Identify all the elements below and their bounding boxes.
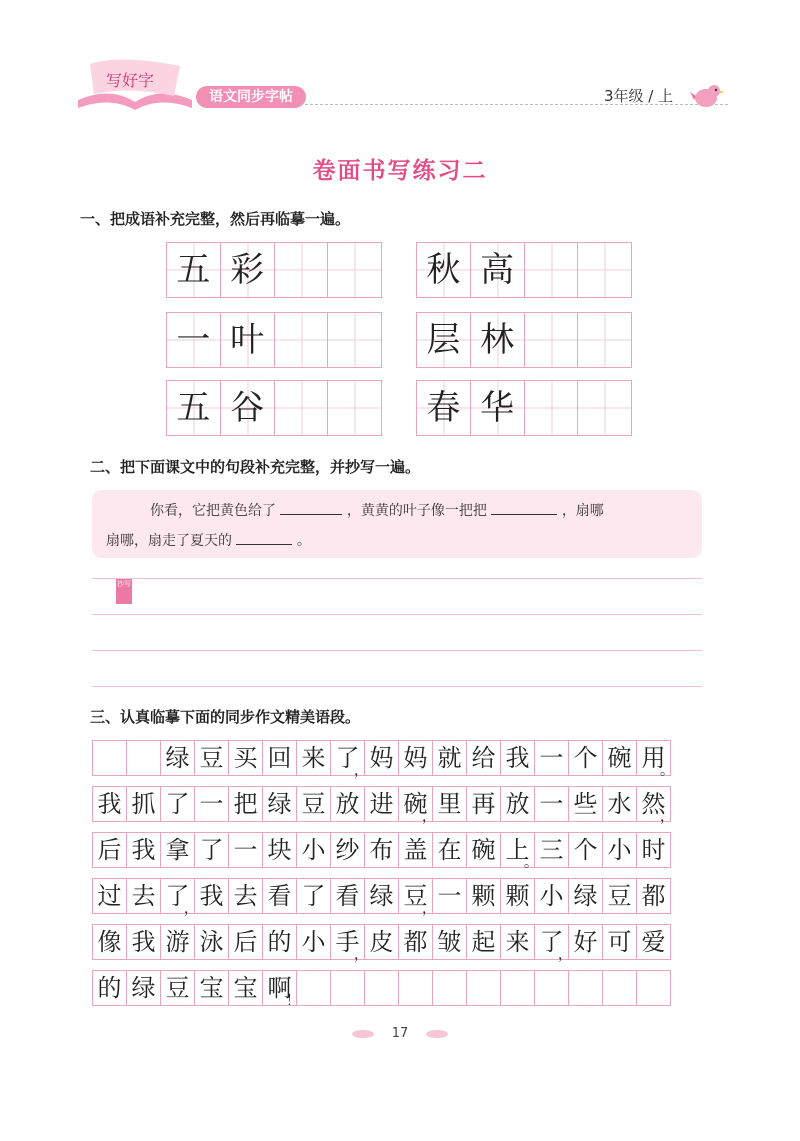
punctuation-mark: ，: [422, 901, 436, 917]
idiom-grid-1: [166, 242, 382, 298]
grid-cell: [602, 878, 636, 914]
grid-cell: [534, 924, 572, 963]
grid-row: [92, 924, 671, 963]
grid-cell: [364, 740, 398, 776]
grid-cell: [568, 740, 602, 776]
cell-char: 然: [641, 790, 666, 818]
cell-char: 个: [573, 744, 598, 772]
cell-char: 布: [369, 836, 394, 864]
grid-cell: [92, 832, 126, 868]
grid-cell: [296, 786, 330, 822]
grid-cell: [568, 786, 602, 822]
grid-cell: [194, 878, 228, 914]
cell-char: 啊: [267, 974, 292, 1002]
grid-cell[interactable]: [364, 970, 398, 1006]
cell-char: 一: [539, 744, 564, 772]
punctuation-mark: ，: [354, 763, 368, 779]
cell-char: 来: [301, 744, 326, 772]
grid-cell: [364, 786, 398, 822]
grid-cell: [432, 740, 466, 776]
cell-char: 小: [607, 836, 632, 864]
cell-char: 皱: [437, 928, 462, 956]
cell-char: 再: [471, 790, 496, 818]
passage-text: ，黄黄的叶子像一把把: [346, 503, 487, 519]
grid-cell: [466, 924, 500, 960]
grid-cell: [602, 740, 636, 776]
grid-cell[interactable]: [524, 312, 579, 368]
grid-cell: [500, 924, 534, 960]
cell-char: 进: [369, 790, 394, 818]
grid-cell: [432, 924, 466, 960]
page-number: 17: [391, 1026, 409, 1041]
grid-cell: [500, 832, 538, 871]
cell-char: 豆: [301, 790, 326, 818]
grid-cell[interactable]: [327, 312, 382, 368]
grid-cell: [126, 924, 160, 960]
idiom-grid-4: [416, 312, 632, 368]
cell-char: 颗: [505, 882, 530, 910]
cell-char: 了: [539, 928, 564, 956]
grid-cell: [330, 832, 364, 868]
idiom-grid-6: [416, 380, 632, 436]
grid-cell: [602, 832, 636, 868]
punctuation-mark: ，: [184, 901, 198, 917]
passage-text: 。: [296, 533, 311, 549]
grid-cell: [432, 786, 466, 822]
cell-char: 我: [131, 928, 156, 956]
copy-tag: 抄写: [116, 578, 132, 604]
grid-cell: [262, 970, 300, 1009]
grid-cell: [160, 878, 198, 917]
cell-char: 绿: [165, 744, 190, 772]
cell-char: 后: [97, 836, 122, 864]
grid-cell: [126, 970, 160, 1006]
cell-char: 碗: [471, 836, 496, 864]
grid-cell[interactable]: [524, 242, 579, 298]
logo-text: 写好字: [106, 71, 155, 90]
cell-char: 宝: [233, 974, 258, 1002]
cell-char: 一: [539, 790, 564, 818]
grid-cell: [466, 832, 500, 868]
grid-row: [92, 740, 674, 779]
grid-cell: [602, 786, 636, 822]
grid-cell[interactable]: [92, 740, 126, 776]
cell-char: 绿: [369, 882, 394, 910]
brand-label: 语文同步字帖: [196, 86, 306, 108]
cell-char: 可: [607, 928, 632, 956]
cell-char: 给: [471, 744, 496, 772]
grid-cell[interactable]: [330, 970, 364, 1006]
grid-cell: [92, 786, 126, 822]
grid-cell: 五: [166, 380, 221, 436]
grid-cell: 高: [470, 242, 525, 298]
idiom-grid-2: [416, 242, 632, 298]
cell-char: 纱: [335, 836, 360, 864]
grid-cell: [194, 924, 228, 960]
cell-char: 好: [573, 928, 598, 956]
grid-cell: 秋: [416, 242, 471, 298]
grid-row: [92, 832, 671, 871]
grid-cell[interactable]: [636, 970, 671, 1006]
cell-char: 碗: [403, 790, 428, 818]
cell-char: 手: [335, 928, 360, 956]
cell-char: 看: [267, 882, 292, 910]
grid-cell: 一: [166, 312, 221, 368]
grid-cell: [398, 740, 432, 776]
cell-char: 一: [199, 790, 224, 818]
grid-cell[interactable]: [524, 380, 579, 436]
grid-cell: [228, 740, 262, 776]
grid-cell: [534, 878, 568, 914]
cell-char: 盖: [403, 836, 428, 864]
passage-text: ，扇哪: [561, 503, 604, 519]
cell-char: 水: [607, 790, 632, 818]
grid-cell: [126, 878, 160, 914]
grid-cell: [432, 832, 466, 868]
grid-cell: [228, 924, 262, 960]
cell-char: 皮: [369, 928, 394, 956]
passage-box: [92, 490, 702, 558]
cell-char: 就: [437, 744, 462, 772]
grid-cell: [228, 878, 262, 914]
grid-cell: [126, 832, 160, 868]
cell-char: 一: [233, 836, 258, 864]
grid-cell: 层: [416, 312, 471, 368]
grid-cell: [92, 878, 126, 914]
cell-char: 小: [301, 836, 326, 864]
grid-cell: [194, 832, 228, 868]
grid-cell[interactable]: [327, 242, 382, 298]
grid-cell: [534, 832, 568, 868]
grid-cell: [194, 970, 228, 1006]
grid-cell: [636, 786, 674, 825]
grid-cell: [466, 740, 500, 776]
grid-cell: [262, 878, 296, 914]
grid-cell: [398, 924, 432, 960]
grid-cell: [330, 878, 364, 914]
grid-cell: 林: [470, 312, 525, 368]
grid-cell: [262, 924, 296, 960]
section1-heading: 一、把成语补充完整，然后再临摹一遍。: [80, 210, 351, 228]
grid-cell: [160, 832, 194, 868]
grid-cell[interactable]: [577, 242, 632, 298]
grid-cell: 叶: [220, 312, 275, 368]
cell-char: 都: [403, 928, 428, 956]
cell-char: 拿: [165, 836, 190, 864]
writing-line[interactable]: [92, 686, 702, 687]
grid-cell: 谷: [220, 380, 275, 436]
cell-char: 绿: [573, 882, 598, 910]
grid-cell[interactable]: [534, 970, 568, 1006]
grid-cell[interactable]: [274, 312, 329, 368]
cell-char: 上: [505, 836, 530, 864]
cell-char: 我: [505, 744, 530, 772]
cell-char: 豆: [403, 882, 428, 910]
cell-char: 小: [301, 928, 326, 956]
grid-cell[interactable]: [577, 312, 632, 368]
punctuation-mark: 。: [660, 763, 674, 779]
cell-char: 像: [97, 928, 122, 956]
fill-blank[interactable]: [236, 528, 292, 545]
cell-char: 去: [131, 882, 156, 910]
fill-blank[interactable]: [491, 498, 557, 515]
grid-cell: [636, 832, 671, 868]
grid-cell: [636, 924, 671, 960]
cell-char: 了: [165, 882, 190, 910]
cell-char: 我: [97, 790, 122, 818]
cell-char: 块: [267, 836, 292, 864]
grid-cell[interactable]: [126, 740, 160, 776]
idiom-grid-3: [166, 312, 382, 368]
grid-cell: [364, 878, 398, 914]
grid-cell: 华: [470, 380, 525, 436]
punctuation-mark: ，: [422, 809, 436, 825]
cell-char: 绿: [131, 974, 156, 1002]
grid-cell: [296, 832, 330, 868]
grid-cell[interactable]: [274, 380, 329, 436]
grid-cell: 春: [416, 380, 471, 436]
cell-char: 颗: [471, 882, 496, 910]
writing-line[interactable]: [92, 614, 702, 615]
cell-char: 了: [199, 836, 224, 864]
cell-char: 的: [267, 928, 292, 956]
grid-cell: [534, 740, 568, 776]
grid-cell: [636, 878, 671, 914]
cell-char: 起: [471, 928, 496, 956]
grid-cell: [398, 878, 436, 917]
grid-cell: [568, 924, 602, 960]
cell-char: 游: [165, 928, 190, 956]
grid-cell: [398, 786, 436, 825]
grid-cell: [330, 740, 368, 779]
cell-char: 豆: [607, 882, 632, 910]
section2-heading: 二、把下面课文中的句段补充完整，并抄写一遍。: [90, 458, 421, 476]
cell-char: 我: [199, 882, 224, 910]
grid-cell: [194, 786, 228, 822]
grid-cell: [364, 832, 398, 868]
grid-cell: [92, 924, 126, 960]
grid-cell[interactable]: [568, 970, 602, 1006]
writing-line[interactable]: [92, 578, 702, 579]
grid-cell[interactable]: [274, 242, 329, 298]
cell-char: 妈: [369, 744, 394, 772]
book-logo-icon: [70, 50, 200, 112]
cell-char: 绿: [267, 790, 292, 818]
grid-cell[interactable]: [500, 970, 534, 1006]
punctuation-mark: ，: [558, 947, 572, 963]
cell-char: 放: [505, 790, 530, 818]
cell-char: 都: [641, 882, 666, 910]
grid-cell: [160, 786, 194, 822]
grid-cell: [126, 786, 160, 822]
grid-cell: [194, 740, 228, 776]
cell-char: 些: [573, 790, 598, 818]
cell-char: 去: [233, 882, 258, 910]
grid-cell: [500, 786, 534, 822]
cell-char: 碗: [607, 744, 632, 772]
cell-char: 看: [335, 882, 360, 910]
cell-char: 时: [641, 836, 666, 864]
grid-cell: [636, 740, 674, 779]
idiom-grid-5: [166, 380, 382, 436]
cell-char: 回: [267, 744, 292, 772]
grid-cell: [568, 832, 602, 868]
passage-text: 扇哪，扇走了夏天的: [106, 533, 232, 549]
grade-label: 3年级 / 上: [604, 87, 674, 105]
grid-cell[interactable]: [398, 970, 432, 1006]
grid-cell: [398, 832, 432, 868]
fill-blank[interactable]: [280, 498, 342, 515]
grid-cell: [296, 740, 330, 776]
cell-char: 了: [301, 882, 326, 910]
cell-char: 爱: [641, 928, 666, 956]
cell-char: 后: [233, 928, 258, 956]
grid-cell: [92, 970, 126, 1006]
cell-char: 妈: [403, 744, 428, 772]
grid-cell[interactable]: [577, 380, 632, 436]
cell-char: 用: [641, 744, 666, 772]
writing-line[interactable]: [92, 650, 702, 651]
grid-cell: [500, 878, 534, 914]
cell-char: 了: [165, 790, 190, 818]
grid-row: [92, 878, 671, 917]
cell-char: 抓: [131, 790, 156, 818]
grid-row: [92, 786, 674, 825]
grid-row: [92, 970, 671, 1009]
grid-cell: [432, 878, 466, 914]
cell-char: 里: [437, 790, 462, 818]
punctuation-mark: 。: [524, 855, 538, 871]
grid-cell: [262, 832, 296, 868]
section3-heading: 三、认真临摹下面的同步作文精美语段。: [90, 708, 361, 726]
grid-cell: [364, 924, 398, 960]
cell-char: 在: [437, 836, 462, 864]
cell-char: 了: [335, 744, 360, 772]
cell-char: 过: [97, 882, 122, 910]
grid-cell: [466, 786, 500, 822]
cell-char: 豆: [199, 744, 224, 772]
cell-char: 三: [539, 836, 564, 864]
grid-cell: [228, 970, 262, 1006]
punctuation-mark: ，: [354, 947, 368, 963]
cell-char: 我: [131, 836, 156, 864]
grid-cell: [466, 878, 500, 914]
cell-char: 的: [97, 974, 122, 1002]
punctuation-mark: ，: [660, 809, 674, 825]
cell-char: 一: [437, 882, 462, 910]
cell-char: 小: [539, 882, 564, 910]
grid-cell: [228, 786, 262, 822]
grid-cell[interactable]: [432, 970, 466, 1006]
grid-cell: [262, 740, 296, 776]
cell-char: 把: [233, 790, 258, 818]
cell-char: 来: [505, 928, 530, 956]
grid-cell[interactable]: [296, 970, 330, 1006]
grid-cell: [296, 924, 330, 960]
grid-cell[interactable]: [327, 380, 382, 436]
grid-cell: [330, 924, 368, 963]
grid-cell: 彩: [220, 242, 275, 298]
grid-cell: [500, 740, 534, 776]
passage-text: 你看，它把黄色给了: [150, 503, 276, 519]
grid-cell: 五: [166, 242, 221, 298]
grid-cell: [160, 924, 194, 960]
grid-cell: [534, 786, 568, 822]
cell-char: 个: [573, 836, 598, 864]
page-title: 卷面书写练习二: [312, 158, 488, 184]
grid-cell: [228, 832, 262, 868]
cell-char: 买: [233, 744, 258, 772]
punctuation-mark: ！: [286, 993, 300, 1009]
grid-cell: [602, 924, 636, 960]
grid-cell[interactable]: [466, 970, 500, 1006]
cell-char: 放: [335, 790, 360, 818]
cell-char: 泳: [199, 928, 224, 956]
grid-cell: [296, 878, 330, 914]
grid-cell: [568, 878, 602, 914]
grid-cell: [160, 740, 194, 776]
grid-cell: [160, 970, 194, 1006]
bird-icon: [688, 78, 726, 112]
grid-cell: [262, 786, 296, 822]
cell-char: 豆: [165, 974, 190, 1002]
cell-char: 宝: [199, 974, 224, 1002]
grid-cell: [330, 786, 364, 822]
grid-cell[interactable]: [602, 970, 636, 1006]
